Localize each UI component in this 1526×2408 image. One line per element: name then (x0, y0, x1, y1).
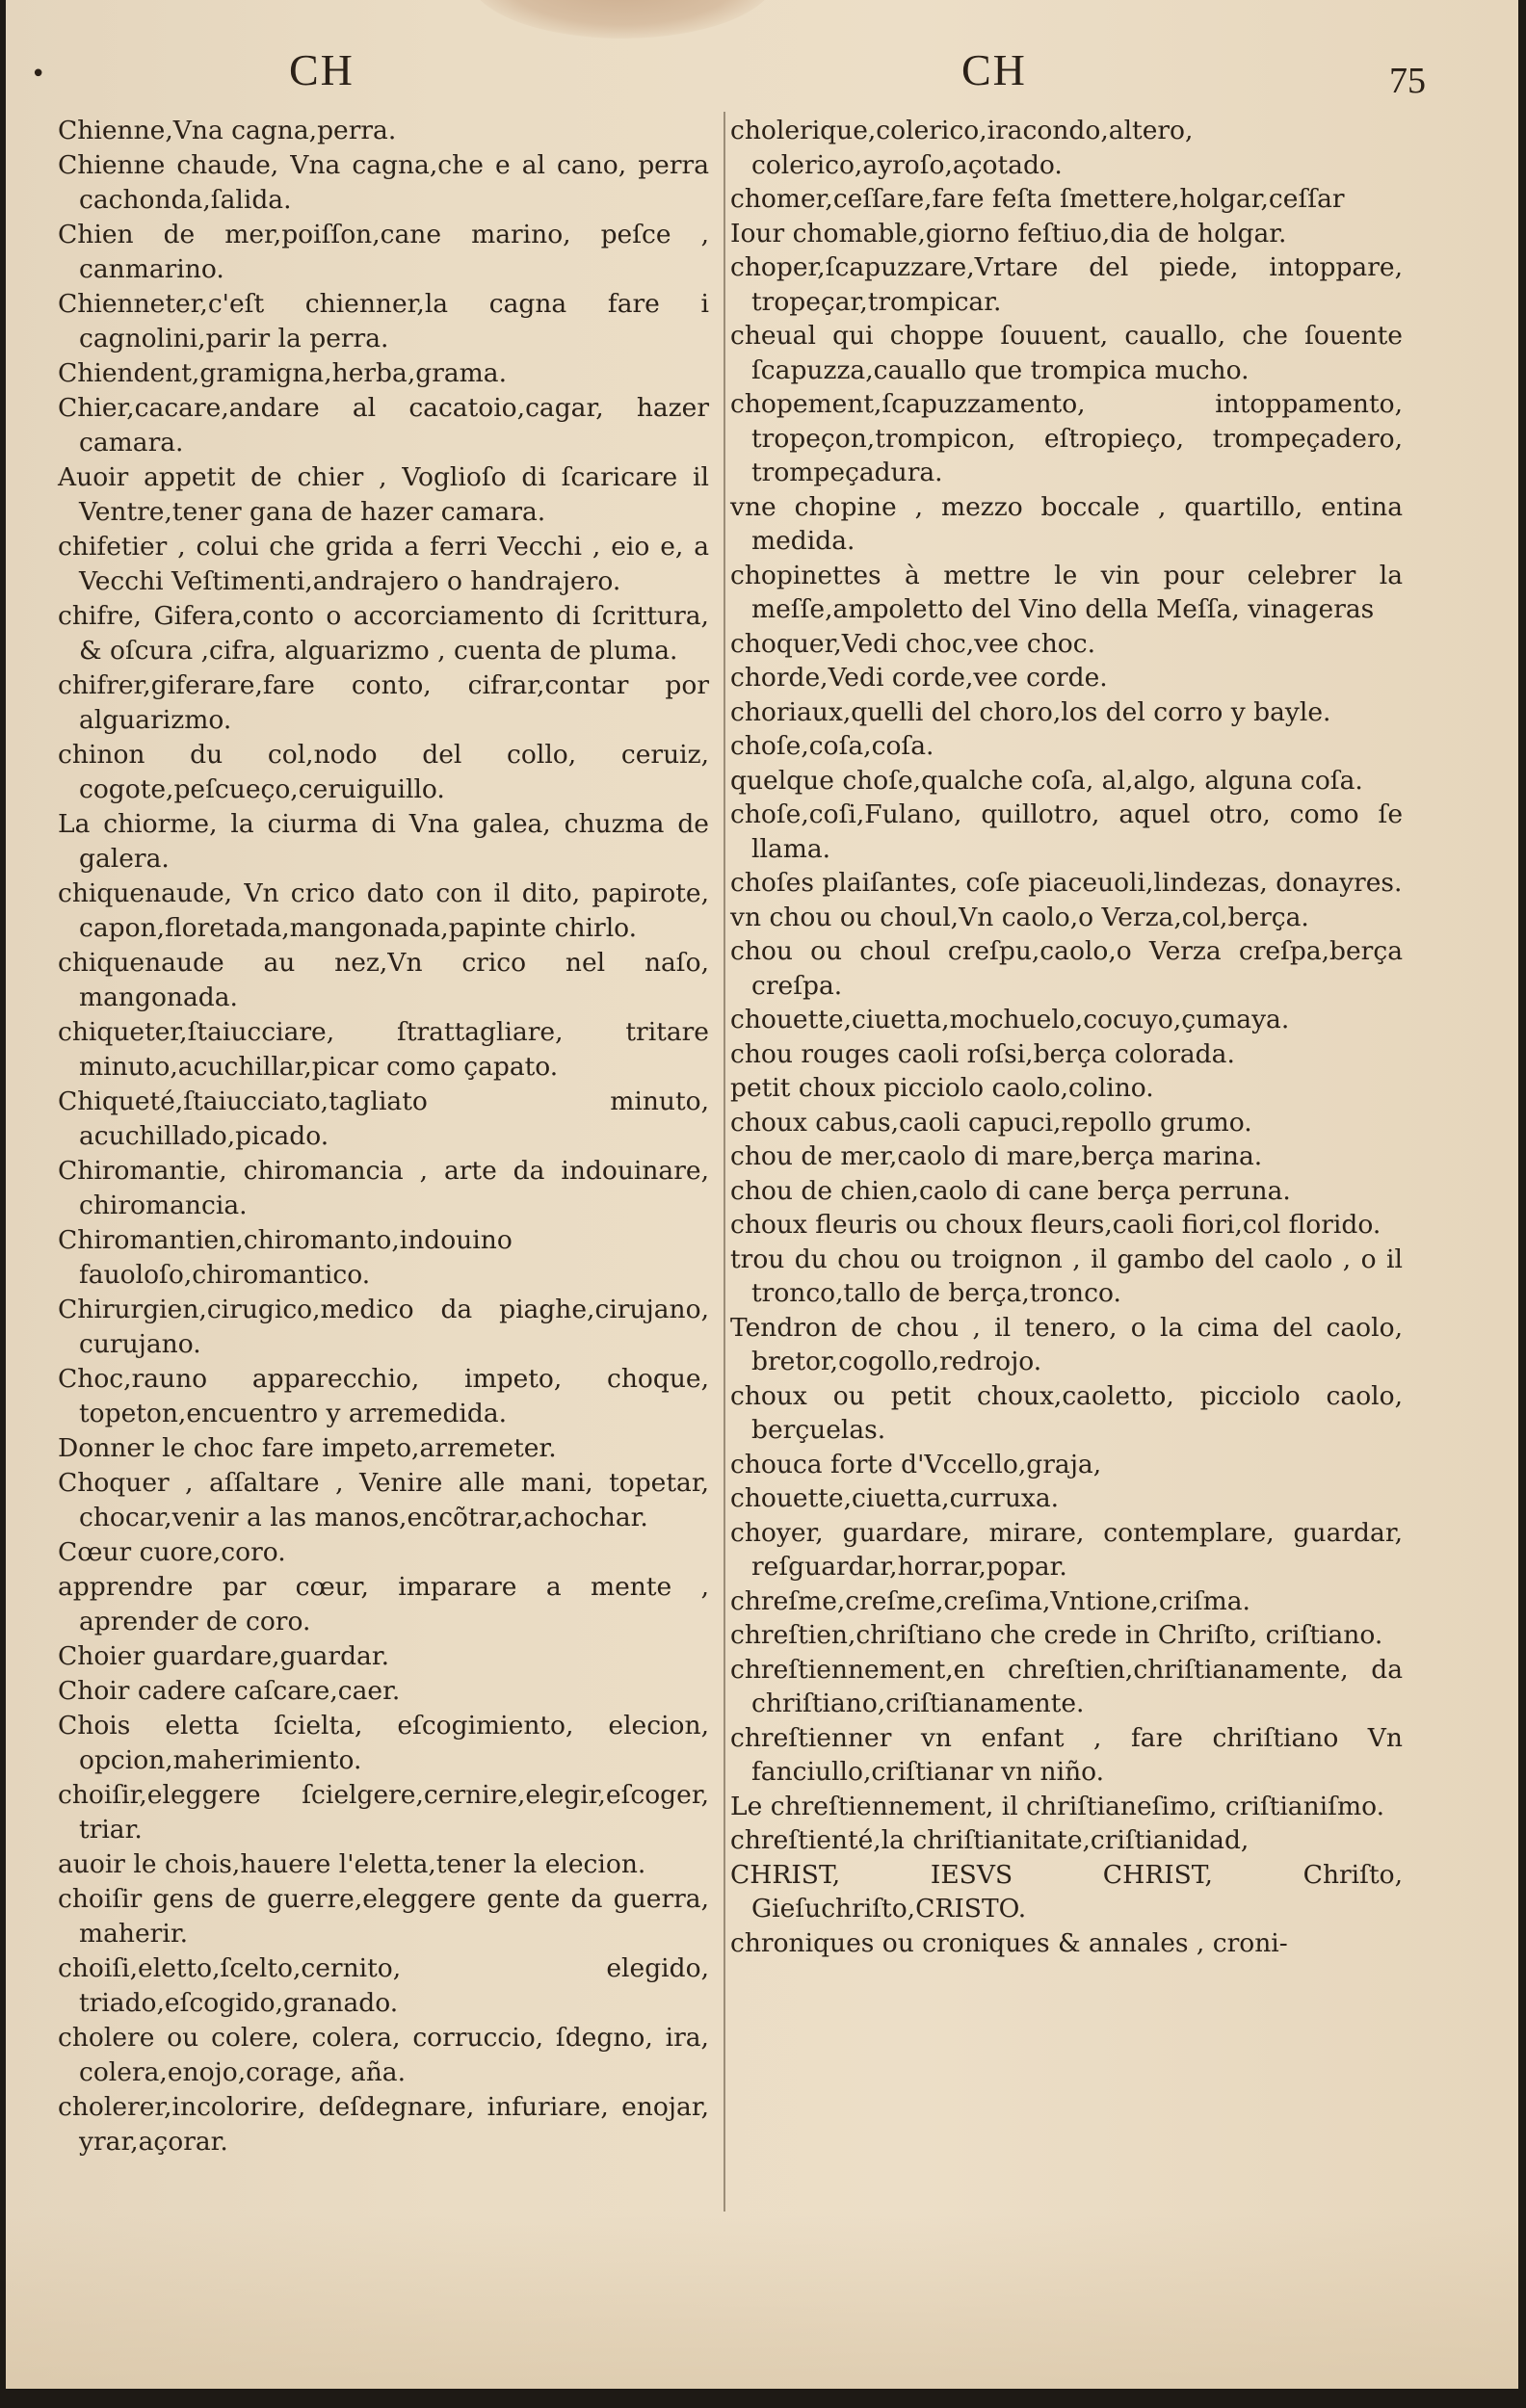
dictionary-entry: chifetier , colui che grida a ferri Vecchi , eio e, a Vecchi Veſtimenti,andrajero o handrajero. (58, 532, 709, 596)
dictionary-entry: CHRIST, IESVS CHRIST, Chriſto, Gieſuchriſto,CRISTO. (730, 1859, 1403, 1924)
dictionary-entry: Chien de mer,poiſſon,cane marino, peſce , canmarino. (58, 220, 709, 284)
dictionary-entry: chiquenaude au nez,Vn crico nel naſo, mangonada. (58, 948, 709, 1012)
dictionary-entry: chifrer,giferare,fare conto, cifrar,contar por alguarizmo. (58, 670, 709, 735)
dictionary-entry: auoir le chois,hauere l'eletta,tener la elecion. (58, 1849, 646, 1879)
dictionary-entry: cheual qui choppe ſouuent, cauallo, che ſouente ſcapuzza,cauallo que trompica mucho. (730, 321, 1403, 385)
dictionary-entry: choux ou petit choux,caoletto, picciolo caolo, berçuelas. (730, 1380, 1403, 1445)
dictionary-entry: Chiendent,gramigna,herba,grama. (58, 358, 508, 388)
dictionary-entry: choux cabus,caoli capuci,repollo grumo. (730, 1107, 1252, 1138)
dictionary-entry: cholerer,incolorire, deſdegnare, infuriare, enojar, yrar,açorar. (58, 2092, 709, 2157)
dictionary-entry: chou rouges caoli roſsi,berça colorada. (730, 1038, 1235, 1069)
dictionary-entry: chreſtienner vn enfant , fare chriſtiano Vn fanciullo,criſtianar vn niño. (730, 1722, 1403, 1787)
right-column (730, 114, 1403, 1960)
dictionary-entry: quelque choſe,qualche coſa, al,algo, alguna coſa. (730, 765, 1363, 796)
dictionary-page (6, 0, 1518, 2389)
dictionary-entry: chouca forte d'Vccello,graja, (730, 1449, 1102, 1479)
dictionary-entry: vn chou ou choul,Vn caolo,o Verza,col,berça. (730, 902, 1309, 932)
dictionary-entry: Iour chomable,giorno feſtiuo,dia de holgar. (730, 218, 1287, 249)
dictionary-entry: chreſtien,chriſtiano che crede in Chriſto, criſtiano. (730, 1620, 1383, 1650)
dictionary-entry: Choier guardare,guardar. (58, 1641, 390, 1671)
dictionary-entry: cholerique,colerico,iracondo,altero, colerico,ayroſo,açotado. (730, 116, 1194, 180)
column-divider (724, 112, 725, 2212)
dictionary-entry: choiſi,eletto,ſcelto,cernito, elegido, triado,eſcogido,granado. (58, 1953, 709, 2018)
dictionary-entry: chiqueter,ſtaiucciare, ſtrattagliare, tritare minuto,acuchillar,picar como çapato. (58, 1017, 709, 1082)
dictionary-entry: chinon du col,nodo del collo, ceruiz, cogote,peſcueço,ceruiguillo. (58, 740, 709, 804)
dictionary-entry: choux fleuris ou choux fleurs,caoli fiori,col florido. (730, 1210, 1381, 1240)
dictionary-entry: chreſtienté,la chriſtianitate,criſtianidad, (730, 1825, 1250, 1855)
dictionary-entry: vne chopine , mezzo boccale , quartillo, entina medida. (730, 491, 1403, 556)
dictionary-entry: Chiromantien,chiromanto,indouino fauoloſo,chiromantico. (58, 1225, 513, 1290)
dictionary-entry: choiſir,eleggere ſcielgere,cernire,elegir,eſcoger, triar. (58, 1780, 709, 1845)
dictionary-entry: cholere ou colere, colera, corruccio, ſdegno, ira, colera,enojo,corage, aña. (58, 2023, 709, 2087)
dictionary-entry: chouette,ciuetta,curruxa. (730, 1483, 1060, 1513)
dictionary-entry: Chienne chaude, Vna cagna,che e al cano, perra cachonda,ſalida. (58, 150, 709, 215)
dictionary-entry: Tendron de chou , il tenero, o la cima del caolo, bretor,cogollo,redrojo. (730, 1312, 1403, 1376)
dictionary-entry: chroniques ou croniques & annales , croni- (730, 1927, 1288, 1958)
dictionary-entry: choriaux,quelli del choro,los del corro y bayle. (730, 696, 1331, 727)
dictionary-entry: choper,ſcapuzzare,Vrtare del piede, intoppare, tropeçar,trompicar. (730, 252, 1403, 317)
dictionary-entry: Chiqueté,ſtaiucciato,tagliato minuto, acuchillado,picado. (58, 1086, 709, 1151)
left-column-header: CH (289, 45, 355, 94)
dictionary-entry: trou du chou ou troignon , il gambo del caolo , o il tronco,tallo de berça,tronco. (730, 1243, 1403, 1308)
dictionary-entry: Donner le choc fare impeto,arremeter. (58, 1433, 557, 1463)
dictionary-entry: choiſir gens de guerre,eleggere gente da guerra, maherir. (58, 1884, 709, 1949)
dictionary-entry: chou de chien,caolo di cane berça perruna. (730, 1175, 1291, 1206)
dictionary-entry: chiquenaude, Vn crico dato con il dito, papirote, capon,floretada,mangonada,papinte chirlo. (58, 878, 709, 943)
dictionary-entry: chouette,ciuetta,mochuelo,cocuyo,çumaya. (730, 1005, 1290, 1034)
dictionary-entry: Chiromantie, chiromancia , arte da indouinare, chiromancia. (58, 1156, 709, 1220)
dictionary-entry: Auoir appetit de chier , Voglioſo di ſcaricare il Ventre,tener gana de hazer camara. (58, 462, 709, 527)
dictionary-entry: Choir cadere caſcare,caer. (58, 1676, 401, 1706)
left-column (58, 114, 709, 2159)
dictionary-entry: La chiorme, la ciurma di Vna galea, chuzma de galera. (58, 809, 709, 874)
dictionary-entry: Chirurgien,cirugico,medico da piaghe,cirujano, curujano. (58, 1295, 709, 1359)
dictionary-entry: choſe,coſi,Fulano, quillotro, aquel otro, como ſe llama. (730, 799, 1403, 864)
dictionary-entry: Chienne,Vna cagna,perra. (58, 116, 397, 145)
dictionary-entry: chreſtiennement,en chreſtien,chriſtianamente, da chriſtiano,criſtianamente. (730, 1654, 1403, 1718)
dictionary-entry: choſe,coſa,coſa. (730, 731, 934, 761)
dictionary-entry: chou de mer,caolo di mare,berça marina. (730, 1141, 1263, 1171)
dictionary-entry: Chois eletta ſcielta, eſcogimiento, elecion, opcion,maherimiento. (58, 1711, 709, 1775)
dictionary-entry: Cœur cuore,coro. (58, 1537, 286, 1567)
dictionary-entry: chreſme,creſme,creſima,Vntione,criſma. (730, 1585, 1250, 1616)
margin-mark: • (31, 60, 46, 89)
dictionary-entry: chomer,ceſſare,fare feſta ſmettere,holgar,ceſſar (730, 184, 1345, 214)
dictionary-entry: Le chreſtiennement, il chriſtianeſimo, criſtianiſmo. (730, 1791, 1384, 1821)
dictionary-entry: Choc,rauno apparecchio, impeto, choque, topeton,encuentro y arremedida. (58, 1364, 709, 1428)
dictionary-entry: Chienneter,c'eſt chienner,la cagna fare i cagnolini,parir la perra. (58, 289, 709, 353)
dictionary-entry: petit choux picciolo caolo,colino. (730, 1073, 1154, 1103)
dictionary-entry: apprendre par cœur, imparare a mente , aprender de coro. (58, 1572, 709, 1636)
dictionary-entry: choſes plaiſantes, coſe piaceuoli,lindezas, donayres. (730, 868, 1403, 898)
dictionary-entry: choyer, guardare, mirare, contemplare, guardar, reſguardar,horrar,popar. (730, 1517, 1403, 1582)
right-column-header: CH (961, 45, 1027, 94)
dictionary-entry: chorde,Vedi corde,vee corde. (730, 663, 1108, 693)
dictionary-entry: chifre, Gifera,conto o accorciamento di ſcrittura, & oſcura ,cifra, alguarizmo , cuenta de pluma. (58, 601, 709, 666)
page-number: 75 (1389, 61, 1426, 101)
dictionary-entry: chou ou choul creſpu,caolo,o Verza creſpa,berça creſpa. (730, 936, 1403, 1001)
dictionary-entry: Chier,cacare,andare al cacatoio,cagar, hazer camara. (58, 393, 709, 458)
dictionary-entry: chopement,ſcapuzzamento, intoppamento, tropeçon,trompicon, eſtropieço, trompeçadero, trompeçadura. (730, 389, 1403, 487)
dictionary-entry: Choquer , aſſaltare , Venire alle mani, topetar, chocar,venir a las manos,encõtrar,achochar. (58, 1468, 709, 1532)
dictionary-entry: choquer,Vedi choc,vee choc. (730, 628, 1096, 659)
dictionary-entry: chopinettes à mettre le vin pour celebrer la meſſe,ampoletto del Vino della Meſſa, vinageras (730, 560, 1403, 624)
